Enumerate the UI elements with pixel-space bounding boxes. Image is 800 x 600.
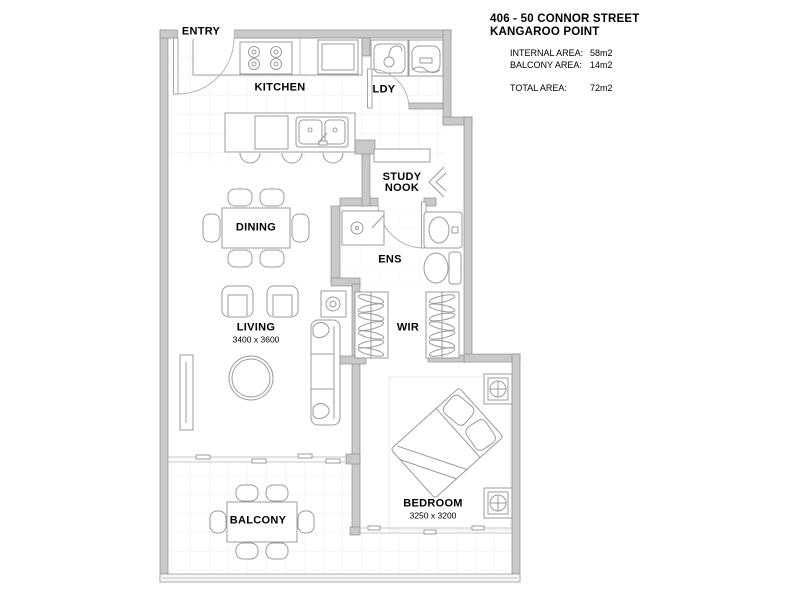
sofa — [311, 320, 340, 425]
room-label-kitchen: KITCHEN — [254, 81, 306, 94]
laundry-tub-icon — [371, 40, 408, 76]
bedside-table-top — [484, 374, 512, 404]
title-block — [490, 13, 730, 94]
kitchen-sink-icon — [296, 117, 348, 147]
total-area-label: TOTAL AREA: — [510, 83, 567, 93]
internal-area-label: INTERNAL AREA: — [510, 48, 584, 58]
balcony-area-value: 14m2 — [590, 60, 613, 70]
balcony-area-row — [510, 59, 730, 71]
balcony-sliding-door — [168, 454, 352, 463]
room-label-living: LIVING 3400 x 3600 — [232, 321, 280, 345]
total-area-row — [510, 82, 730, 94]
fridge-icon — [318, 40, 358, 74]
room-label-wir: WIR — [396, 321, 420, 334]
toilet-icon — [424, 252, 461, 284]
balcony-area-label: BALCONY AREA: — [510, 60, 582, 70]
plan-title-line1: 406 - 50 CONNOR STREET — [490, 13, 640, 25]
coffee-table — [229, 356, 273, 400]
basin-icon — [424, 212, 462, 248]
room-label-laundry: LDY — [372, 83, 396, 96]
desk — [374, 149, 430, 162]
bedside-table-bottom — [484, 488, 512, 518]
room-label-balcony: BALCONY — [229, 514, 287, 527]
wardrobe-right — [426, 292, 459, 358]
internal-area-row — [510, 47, 730, 59]
stove-icon — [240, 42, 292, 74]
side-table — [321, 291, 346, 317]
wardrobe-left — [355, 292, 388, 358]
room-label-study-nook: STUDY NOOK — [382, 171, 422, 194]
room-label-dining: DINING — [235, 221, 277, 234]
total-area-value: 72m2 — [590, 83, 613, 93]
bedroom-dimensions: 3250 x 3200 — [409, 510, 457, 521]
room-label-ensuite: ENS — [378, 253, 402, 266]
plan-title-line2: KANGAROO POINT — [490, 26, 600, 38]
balustrade — [160, 574, 520, 582]
desk-chair — [429, 167, 446, 197]
room-label-entry: ENTRY — [181, 25, 221, 38]
internal-area-value: 58m2 — [590, 48, 613, 58]
living-dimensions: 3400 x 3600 — [232, 334, 280, 345]
armchairs — [222, 286, 298, 317]
shower-icon — [342, 211, 384, 245]
room-label-bedroom: BEDROOM 3250 x 3200 — [403, 497, 463, 521]
tv-unit — [180, 355, 193, 430]
washing-machine-icon — [409, 40, 443, 76]
area-table — [510, 47, 730, 94]
